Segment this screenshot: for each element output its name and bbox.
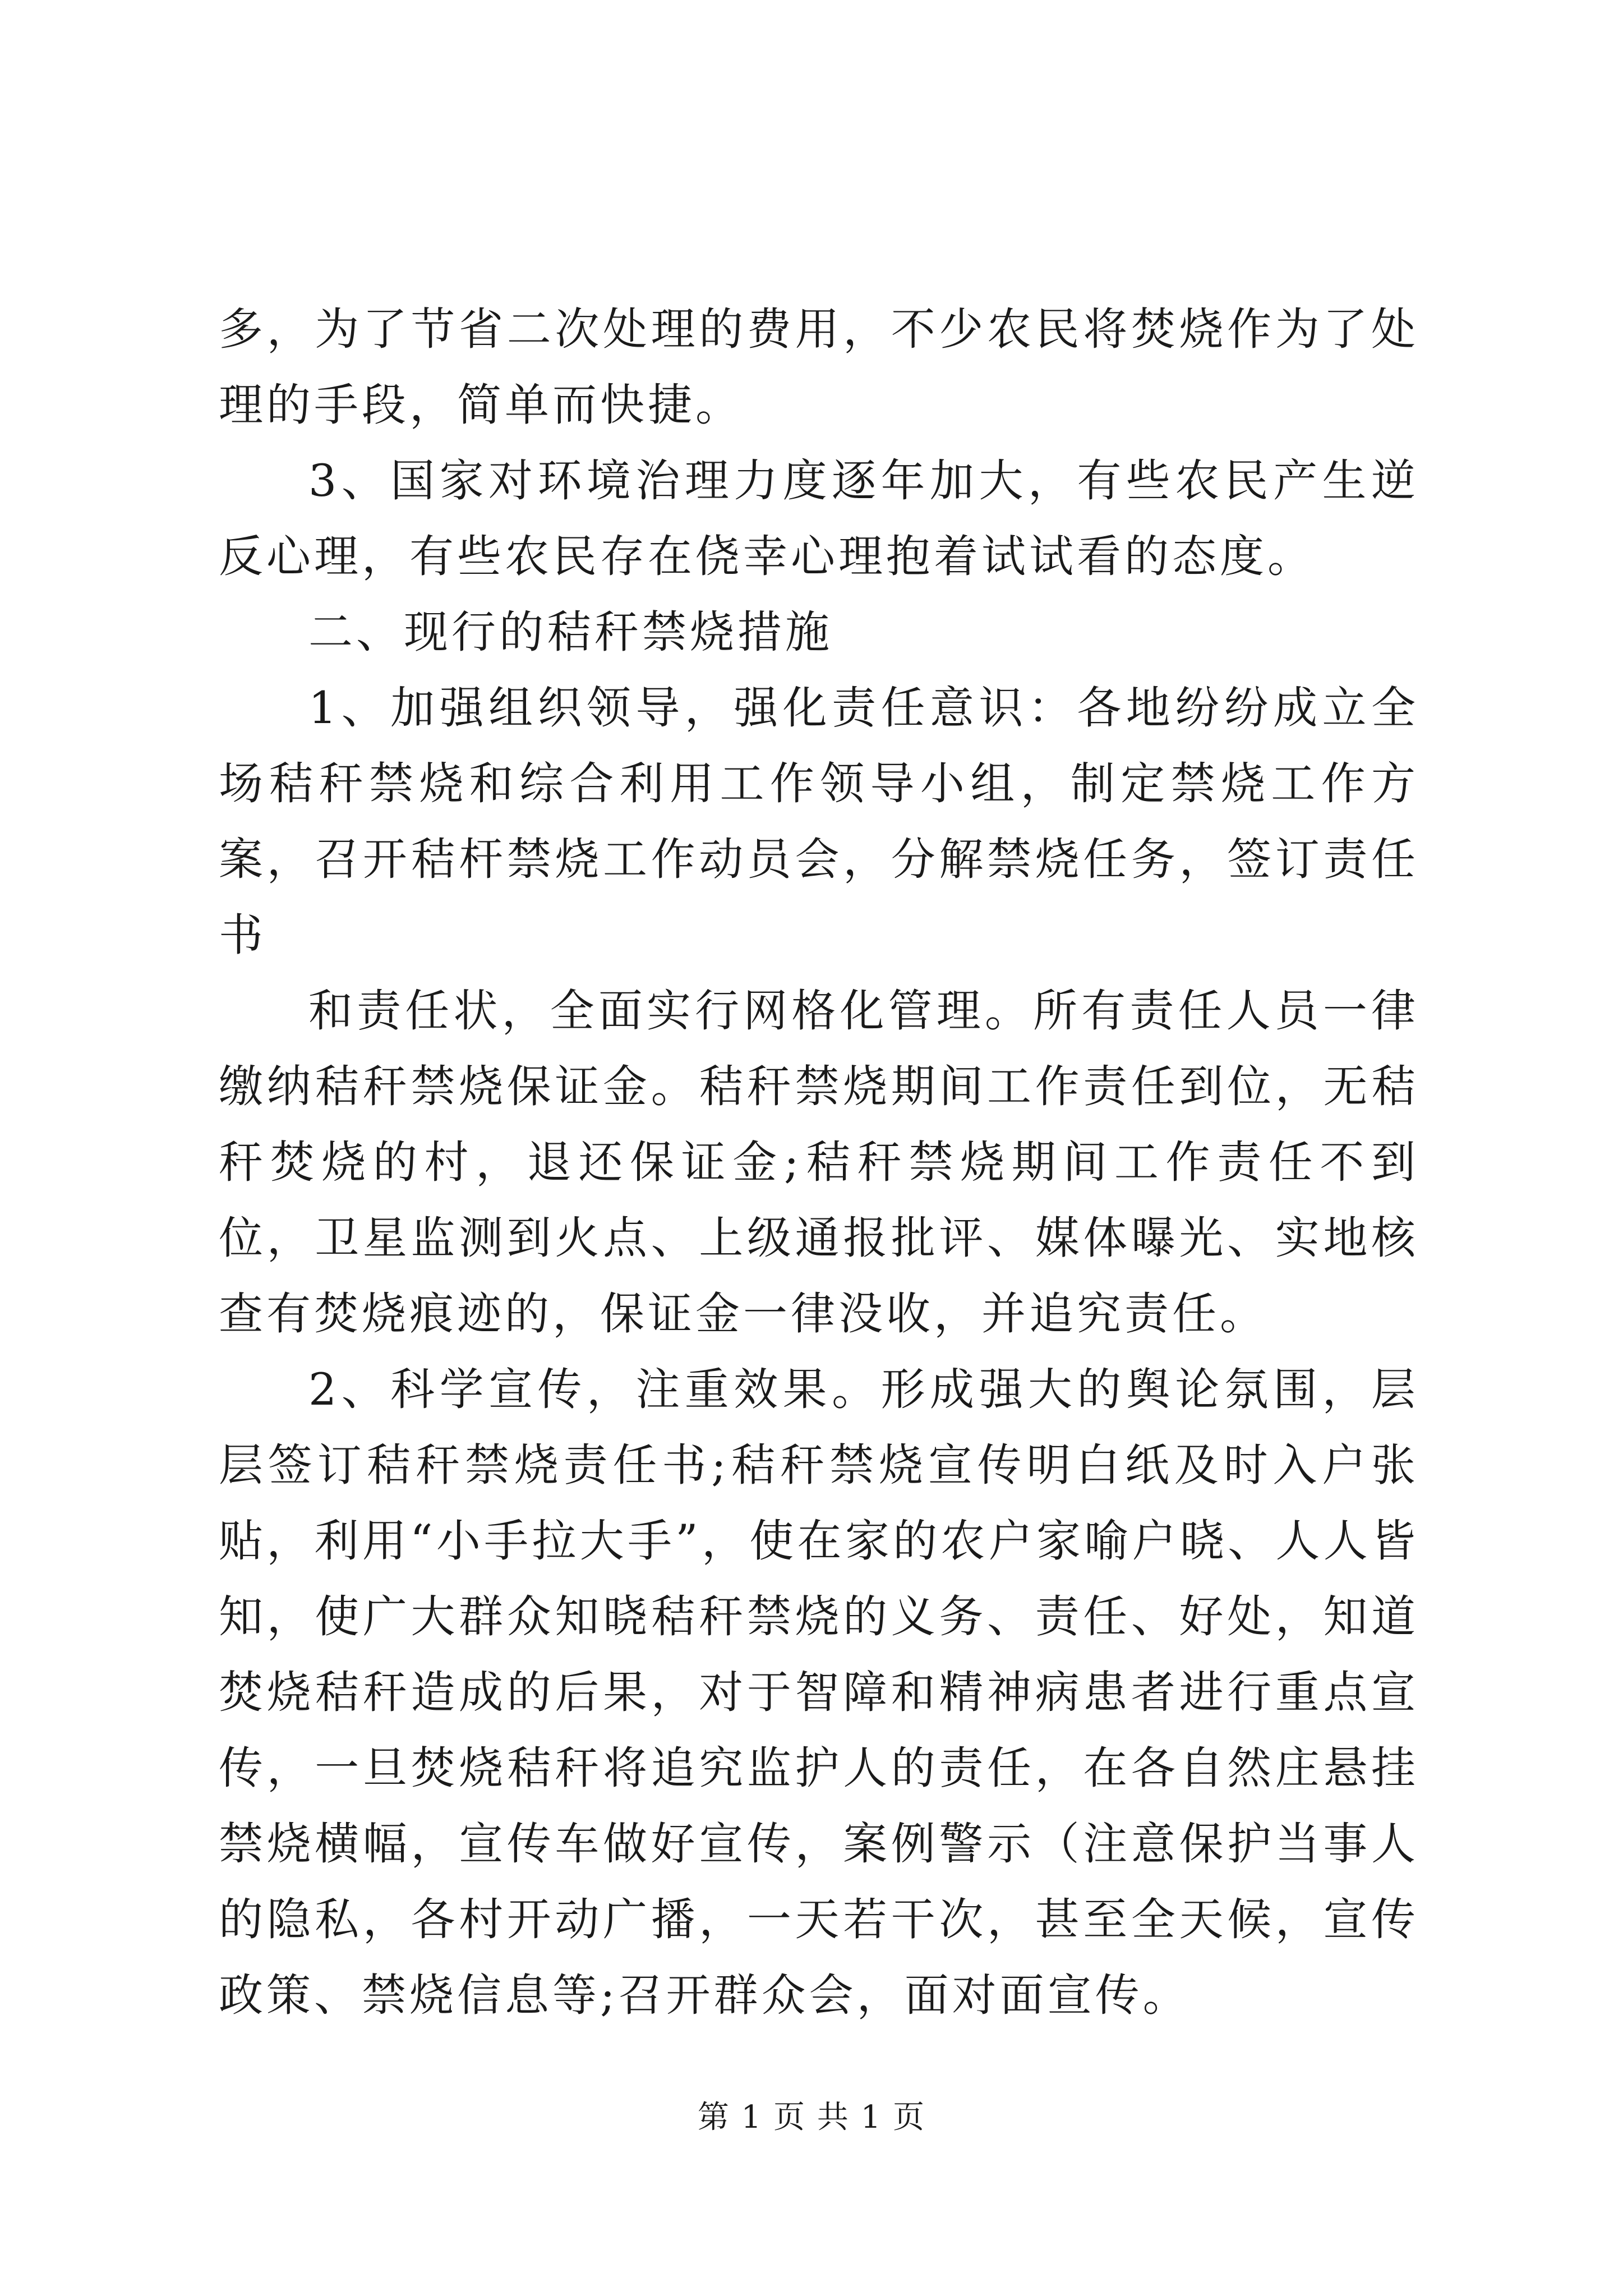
paragraph-item-3: 3、国家对环境治理力度逐年加大，有些农民产生逆反心理，有些农民存在侥幸心理抱着试试看的态度。 (219, 455, 1419, 582)
paragraph-measure-2: 2、科学宣传，注重效果。形成强大的舆论氛围，层层签订秸秆禁烧责任书;秸秆禁烧宣传明白纸及时入户张贴，利用“小手拉大手”，使在家的农户家喻户晓、人人皆知，使广大群众知晓秸秆禁烧的义务、责任、好处，知道焚烧秸秆造成的后果，对于智障和精神病患者进行重点宣传，一旦焚烧秸秆将追究监护人的责任，在各自然庄悬挂禁烧横幅，宣传车做好宣传，案例警示（注意保护当事人的隐私，各村开动广播，一天若干次，甚至全天候，宣传政策、禁烧信息等;召开群众会，面对面宣传。 (219, 1364, 1419, 2021)
page-number-footer: 第 1 页 共 1 页 (697, 2099, 926, 2136)
paragraph-measure-1: 1、加强组织领导，强化责任意识：各地纷纷成立全场秸秆禁烧和综合利用工作领导小组，制定禁烧工作方案，召开秸杆禁烧工作动员会，分解禁烧任务，签订责任书 (219, 682, 1419, 961)
paragraph-continuation: 多，为了节省二次处理的费用，不少农民将焚烧作为了处理的手段，简单而快捷。 (219, 303, 1419, 431)
section-heading: 二、现行的秸秆禁烧措施 (308, 606, 833, 658)
paragraph-measure-1-cont: 和责任状，全面实行网格化管理。所有责任人员一律缴纳秸秆禁烧保证金。秸秆禁烧期间工作责任到位，无秸秆焚烧的村，退还保证金;秸秆禁烧期间工作责任不到位，卫星监测到火点、上级通报批评、媒体曝光、实地核查有焚烧痕迹的，保证金一律没收，并追究责任。 (219, 985, 1419, 1340)
document-body (219, 292, 1419, 2033)
